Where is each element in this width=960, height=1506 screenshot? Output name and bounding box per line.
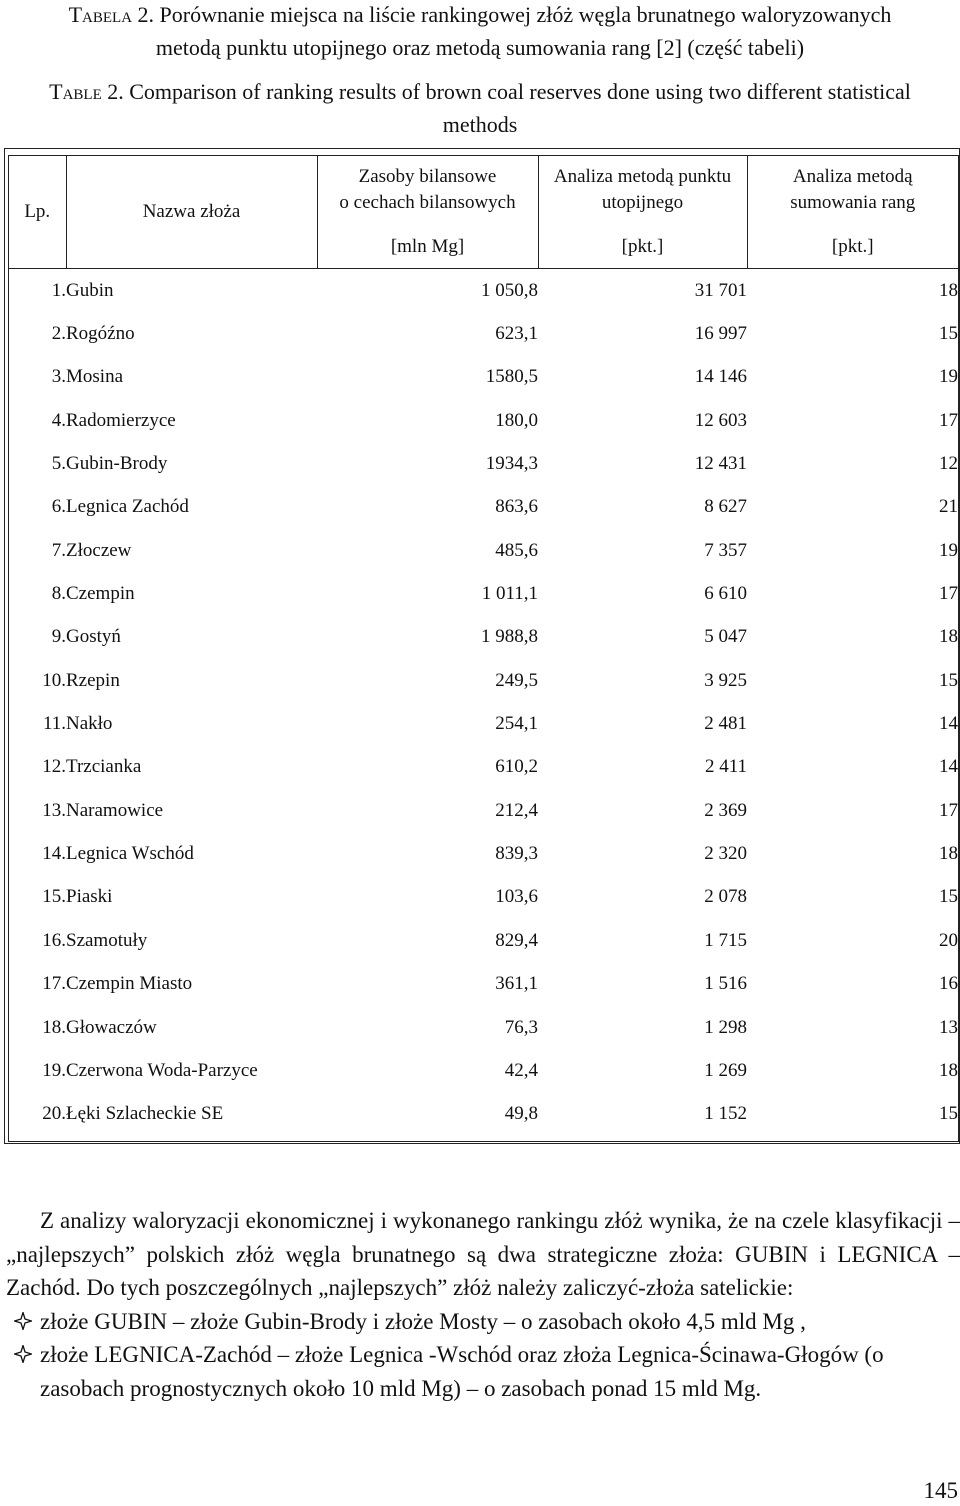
- cell-name: Gostyń: [66, 626, 121, 648]
- cell-reserves: 42,4: [504, 1059, 538, 1081]
- cell-utopian-points: 2 481: [704, 713, 747, 735]
- cell-utopian-points: 12 603: [694, 409, 747, 431]
- cell-rank-points: 20: [939, 929, 958, 951]
- cell-utopian-points: 3 925: [704, 669, 747, 691]
- cell-utopian-points: 1 152: [704, 1103, 747, 1125]
- cell-lp: 6.: [51, 496, 66, 518]
- header-rank-sum-analysis: Analiza metodą sumowania rang: [790, 166, 916, 213]
- cell-name: Gubin: [66, 279, 114, 301]
- cell-lp: 7.: [51, 539, 66, 561]
- table-row: [9, 1093, 958, 1136]
- cell-name: Czempin Miasto: [66, 973, 193, 995]
- cell-lp: 2.: [51, 323, 66, 345]
- cell-rank-points: 15: [939, 669, 958, 691]
- four-point-star-outline-icon: [6, 1338, 40, 1363]
- cell-rank-points: 16: [939, 973, 958, 995]
- cell-lp: 12.: [42, 756, 66, 778]
- table-row: [9, 659, 958, 702]
- cell-name: Gubin-Brody: [66, 453, 168, 475]
- cell-lp: 10.: [42, 669, 66, 691]
- cell-reserves: 1 988,8: [481, 626, 538, 648]
- table-row: [9, 529, 958, 572]
- cell-rank-points: 15: [939, 1103, 958, 1125]
- cell-lp: 13.: [42, 799, 66, 821]
- cell-name: Rogóźno: [66, 323, 135, 345]
- cell-lp: 16.: [42, 929, 66, 951]
- table-row: [9, 876, 958, 919]
- cell-lp: 17.: [42, 973, 66, 995]
- cell-reserves: 1580,5: [485, 366, 538, 388]
- table-row: [9, 572, 958, 615]
- cell-utopian-points: 1 298: [704, 1016, 747, 1038]
- table-row: [9, 269, 958, 312]
- cell-name: Radomierzyce: [66, 409, 176, 431]
- cell-reserves: 610,2: [495, 756, 538, 778]
- cell-utopian-points: 2 320: [704, 843, 747, 865]
- cell-utopian-points: 2 411: [704, 756, 747, 778]
- cell-rank-points: 14: [939, 713, 958, 735]
- body-text: [6, 1204, 960, 1405]
- table-row: [9, 789, 958, 832]
- cell-name: Piaski: [66, 886, 113, 908]
- body-paragraph: Z analizy waloryzacji ekonomicznej i wykonanego rankingu złóż wynika, że na czele klasyfikacji – „najlepszych” polskich złóż węgla brunatnego są dwa strategiczne złoża: GUBIN i LEGNICA – Zachód. Do tych poszczególnych „najlepszych” złóż należy zaliczyć-złoża satelickie:: [6, 1208, 960, 1300]
- table-row: [9, 486, 958, 529]
- cell-reserves: 1934,3: [485, 453, 538, 475]
- cell-name: Szamotuły: [66, 929, 148, 951]
- cell-reserves: 249,5: [495, 669, 538, 691]
- cell-utopian-points: 8 627: [704, 496, 747, 518]
- cell-name: Trzcianka: [66, 756, 142, 778]
- cell-rank-points: 17: [939, 799, 958, 821]
- cell-reserves: 1 050,8: [481, 279, 538, 301]
- cell-utopian-points: 1 269: [704, 1059, 747, 1081]
- cell-reserves: 623,1: [495, 323, 538, 345]
- caption-text-line1: Comparison of ranking results of brown coal reserves done using two different statistical: [129, 79, 911, 104]
- table-row: [9, 832, 958, 875]
- table-row: [9, 919, 958, 962]
- cell-lp: 5.: [51, 453, 66, 475]
- table-row: [9, 702, 958, 745]
- header-name: Nazwa złoża: [66, 156, 317, 269]
- cell-name: Mosina: [66, 366, 123, 388]
- table-row: [9, 746, 958, 789]
- cell-name: Złoczew: [66, 539, 132, 561]
- cell-utopian-points: 2 078: [704, 886, 747, 908]
- cell-lp: 8.: [51, 583, 66, 605]
- cell-reserves: 829,4: [495, 929, 538, 951]
- cell-name: Czempin: [66, 583, 135, 605]
- cell-rank-points: 19: [939, 539, 958, 561]
- cell-reserves: 485,6: [495, 539, 538, 561]
- caption-label: TABLE 2.: [49, 79, 124, 104]
- table-row: [9, 356, 958, 399]
- cell-name: Łęki Szlacheckie SE: [66, 1103, 224, 1125]
- cell-rank-points: 18: [939, 1059, 958, 1081]
- cell-rank-points: 18: [939, 279, 958, 301]
- caption-text-line1: Porównanie miejsca na liście rankingowej złóż węgla brunatnego waloryzowanych: [159, 2, 892, 27]
- cell-lp: 3.: [51, 366, 66, 388]
- unit-utopian: [pkt.]: [538, 226, 747, 269]
- bullet-text: złoże GUBIN – złoże Gubin-Brody i złoże Mosty – o zasobach około 4,5 mld Mg ,: [40, 1308, 806, 1334]
- cell-rank-points: 18: [939, 843, 958, 865]
- header-utopian-analysis: Analiza metodą punktu utopijnego: [538, 156, 747, 226]
- cell-reserves: 49,8: [504, 1103, 538, 1125]
- cell-rank-points: 12: [939, 453, 958, 475]
- cell-lp: 11.: [42, 713, 66, 735]
- cell-rank-points: 17: [939, 409, 958, 431]
- ranking-table: [9, 156, 958, 1136]
- cell-reserves: 361,1: [495, 973, 538, 995]
- cell-name: Legnica Wschód: [66, 843, 194, 865]
- cell-utopian-points: 14 146: [694, 366, 747, 388]
- table-row: [9, 399, 958, 442]
- cell-lp: 15.: [42, 886, 66, 908]
- cell-name: Naramowice: [66, 799, 164, 821]
- cell-rank-points: 15: [939, 323, 958, 345]
- page-number: 145: [923, 1478, 958, 1503]
- cell-rank-points: 13: [939, 1016, 958, 1038]
- cell-reserves: 839,3: [495, 843, 538, 865]
- cell-reserves: 103,6: [495, 886, 538, 908]
- header-lp: Lp.: [9, 156, 66, 269]
- header-reserves: Zasoby bilansowe o cechach bilansowych: [317, 156, 538, 226]
- cell-lp: 14.: [42, 843, 66, 865]
- bullet-item: [6, 1338, 960, 1405]
- cell-utopian-points: 5 047: [704, 626, 747, 648]
- bullet-item: [6, 1305, 960, 1339]
- caption-text-line2: metodą punktu utopijnego oraz metodą sumowania rang [2] (część tabeli): [155, 35, 805, 60]
- cell-rank-points: 21: [939, 496, 958, 518]
- cell-name: Głowaczów: [66, 1016, 157, 1038]
- cell-rank-points: 18: [939, 626, 958, 648]
- bullet-text: złoże LEGNICA-Zachód – złoże Legnica -Wschód oraz złoża Legnica-Ścinawa-Głogów (o zasobach prognostycznych około 10 mld Mg) – o zasobach ponad 15 mld Mg.: [40, 1342, 884, 1401]
- cell-utopian-points: 31 701: [694, 279, 747, 301]
- table-caption-english: [0, 77, 960, 140]
- four-point-star-outline-icon: [6, 1305, 40, 1330]
- cell-lp: 4.: [51, 409, 66, 431]
- cell-name: Nakło: [66, 713, 113, 735]
- cell-rank-points: 17: [939, 583, 958, 605]
- caption-label: TABELA 2.: [68, 2, 155, 27]
- cell-lp: 20.: [42, 1103, 66, 1125]
- cell-lp: 1.: [51, 279, 66, 301]
- cell-reserves: 212,4: [495, 799, 538, 821]
- cell-utopian-points: 6 610: [704, 583, 747, 605]
- cell-utopian-points: 16 997: [694, 323, 747, 345]
- table-row: [9, 616, 958, 659]
- unit-rank: [pkt.]: [831, 236, 874, 257]
- cell-utopian-points: 12 431: [694, 453, 747, 475]
- cell-lp: 18.: [42, 1016, 66, 1038]
- cell-reserves: 254,1: [495, 713, 538, 735]
- cell-reserves: 1 011,1: [481, 583, 538, 605]
- table-row: [9, 1049, 958, 1092]
- cell-utopian-points: 1 715: [704, 929, 747, 951]
- cell-utopian-points: 1 516: [704, 973, 747, 995]
- table-caption-polish: [0, 0, 960, 63]
- cell-reserves: 863,6: [495, 496, 538, 518]
- table-row: [9, 442, 958, 485]
- cell-name: Rzepin: [66, 669, 120, 691]
- cell-rank-points: 14: [939, 756, 958, 778]
- caption-text-line2: methods: [442, 112, 518, 137]
- cell-name: Legnica Zachód: [66, 496, 189, 518]
- cell-rank-points: 19: [939, 366, 958, 388]
- cell-lp: 9.: [51, 626, 66, 648]
- cell-utopian-points: 2 369: [704, 799, 747, 821]
- table-row: [9, 963, 958, 1006]
- cell-reserves: 180,0: [495, 409, 538, 431]
- cell-rank-points: 15: [939, 886, 958, 908]
- cell-reserves: 76,3: [504, 1016, 538, 1038]
- cell-lp: 19.: [42, 1059, 66, 1081]
- table-row: [9, 1006, 958, 1049]
- cell-name: Czerwona Woda-Parzyce: [66, 1059, 258, 1081]
- cell-utopian-points: 7 357: [704, 539, 747, 561]
- unit-reserves: [mln Mg]: [317, 226, 538, 269]
- table-row: [9, 312, 958, 355]
